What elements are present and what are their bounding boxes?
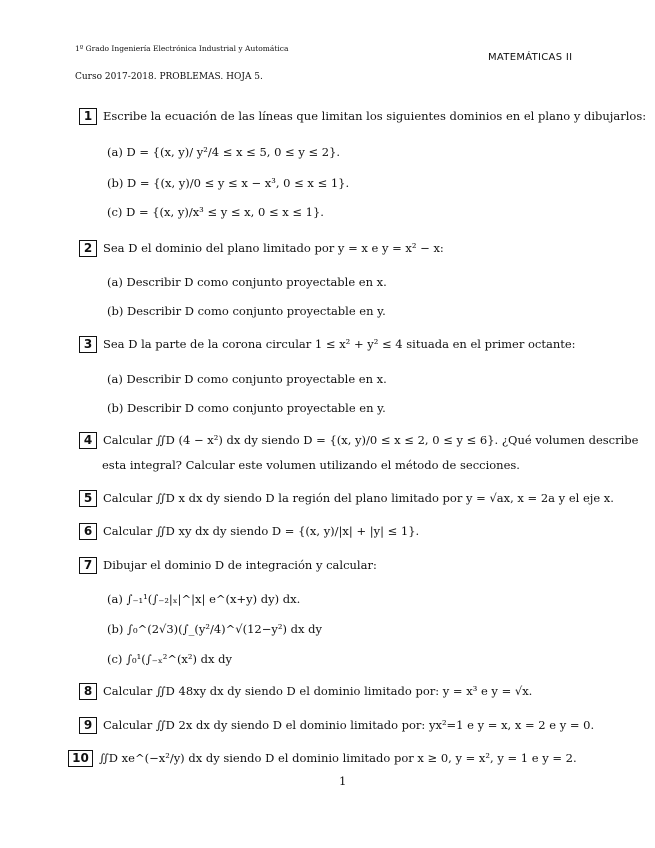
- problem-1-item-b: (b) D = {(x, y)/0 ≤ y ≤ x − x³, 0 ≤ x ≤ 1}.: [107, 176, 350, 190]
- problem-2-item-a: (a) Describir D como conjunto proyectable en x.: [107, 275, 387, 289]
- subject-title: MATEMÁTICAS II: [488, 52, 573, 63]
- problem-number: 10: [68, 750, 93, 767]
- problem-8: [79, 683, 532, 700]
- problem-2-item-b: (b) Describir D como conjunto proyectable en y.: [107, 304, 386, 318]
- problem-text: Sea D el dominio del plano limitado por y = x e y = x² − x:: [103, 241, 444, 255]
- problem-1-item-c: (c) D = {(x, y)/x³ ≤ y ≤ x, 0 ≤ x ≤ 1}.: [107, 205, 324, 219]
- problem-6: [79, 523, 419, 540]
- problem-10: [68, 750, 577, 767]
- problem-2: [79, 240, 444, 257]
- sheet-title: Curso 2017-2018. PROBLEMAS. HOJA 5.: [75, 72, 263, 82]
- problem-4-continuation: esta integral? Calcular este volumen utilizando el método de secciones.: [102, 458, 520, 472]
- problem-text: Calcular ∬D xy dx dy siendo D = {(x, y)/|x| + |y| ≤ 1}.: [103, 524, 420, 538]
- problem-text: Calcular ∬D 48xy dx dy siendo D el dominio limitado por: y = x³ e y = √x.: [103, 684, 533, 698]
- problem-text: Dibujar el dominio D de integración y calcular:: [103, 558, 377, 572]
- page-number: 1: [339, 774, 347, 788]
- problem-number: 5: [79, 490, 97, 507]
- problem-number: 3: [79, 336, 97, 353]
- problem-7-item-b: (b) ∫₀^(2√3)(∫_(y²/4)^√(12−y²) dx dy: [107, 622, 322, 636]
- problem-5: [79, 490, 614, 507]
- problem-number: 1: [79, 108, 97, 125]
- problem-9: [79, 717, 594, 734]
- problem-number: 7: [79, 557, 97, 574]
- problem-text: ∬D xe^(−x²/y) dx dy siendo D el dominio limitado por x ≥ 0, y = x², y = 1 e y = 2.: [99, 751, 577, 765]
- problem-number: 2: [79, 240, 97, 257]
- problem-7: [79, 557, 377, 574]
- problem-number: 4: [79, 432, 97, 449]
- problem-text: Escribe la ecuación de las líneas que limitan los siguientes dominios en el plano y dibujarlos:: [103, 109, 647, 123]
- problem-number: 6: [79, 523, 97, 540]
- problem-1-item-a: (a) D = {(x, y)/ y²/4 ≤ x ≤ 5, 0 ≤ y ≤ 2}.: [107, 145, 341, 159]
- course-title: 1º Grado Ingeniería Electrónica Industrial y Automática: [75, 44, 289, 53]
- problem-text: Calcular ∬D 2x dx dy siendo D el dominio limitado por: yx²=1 e y = x, x = 2 e y = 0.: [103, 718, 595, 732]
- problem-1: [79, 108, 646, 125]
- problem-3-item-b: (b) Describir D como conjunto proyectable en y.: [107, 401, 386, 415]
- problem-text: Calcular ∬D x dx dy siendo D la región del plano limitado por y = √ax, x = 2a y el eje x.: [103, 491, 614, 505]
- problem-7-item-a: (a) ∫₋₁¹(∫₋₂|ₓ|^|x| e^(x+y) dy) dx.: [107, 592, 301, 606]
- problem-text: Calcular ∬D (4 − x²) dx dy siendo D = {(x, y)/0 ≤ x ≤ 2, 0 ≤ y ≤ 6}. ¿Qué volumen describe: [103, 433, 639, 447]
- problem-3-item-a: (a) Describir D como conjunto proyectable en x.: [107, 372, 387, 386]
- problem-3: [79, 336, 576, 353]
- problem-4: [79, 432, 638, 449]
- problem-text: Sea D la parte de la corona circular 1 ≤ x² + y² ≤ 4 situada en el primer octante:: [103, 337, 576, 351]
- problem-7-item-c: (c) ∫₀¹(∫₋ₓ²^(x²) dx dy: [107, 652, 233, 666]
- problem-number: 9: [79, 717, 97, 734]
- problem-number: 8: [79, 683, 97, 700]
